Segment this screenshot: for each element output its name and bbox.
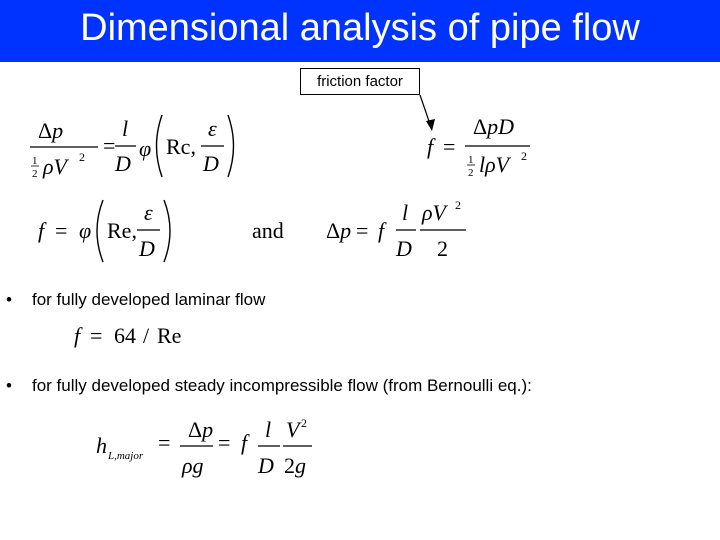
svg-text:1: 1 — [468, 154, 474, 166]
svg-text:φ: φ — [79, 218, 92, 243]
svg-text:φ: φ — [139, 136, 152, 161]
bullet-text: for fully developed laminar flow — [32, 290, 266, 309]
svg-text:l: l — [402, 200, 409, 225]
svg-text:Δp: Δp — [38, 118, 64, 143]
and-word: and — [252, 218, 284, 243]
svg-text:2: 2 — [32, 168, 38, 180]
svg-text:2: 2 — [79, 150, 85, 164]
svg-text:2: 2 — [301, 416, 307, 430]
bullet-dot: • — [6, 376, 12, 395]
svg-text:=: = — [218, 430, 231, 455]
svg-text:=: = — [103, 133, 116, 158]
bullet-dot: • — [6, 290, 12, 309]
svg-text:V: V — [286, 417, 300, 442]
svg-text:f: f — [427, 134, 434, 159]
svg-text:f: f — [378, 218, 385, 243]
re-plain-symbol: Re — [157, 323, 182, 348]
major-subscript: L,major — [108, 450, 144, 462]
svg-text:=: = — [356, 218, 369, 243]
svg-text:f: f — [38, 218, 45, 243]
svg-text:Δp: Δp — [188, 417, 214, 442]
svg-text:f: f — [241, 430, 248, 455]
re-symbol: Re, — [107, 218, 137, 243]
svg-text:ρg: ρg — [182, 453, 204, 478]
rc-symbol: Rc, — [166, 134, 196, 159]
svg-text:/: / — [143, 323, 150, 348]
svg-text:D: D — [115, 151, 131, 176]
svg-text:D: D — [396, 236, 412, 261]
svg-text:=: = — [90, 323, 103, 348]
svg-text:ρV: ρV — [422, 200, 446, 225]
svg-text:2: 2 — [521, 149, 527, 163]
svg-text:lρV: lρV — [479, 152, 510, 177]
svg-text:D: D — [258, 453, 274, 478]
svg-text:f: f — [74, 323, 81, 348]
svg-text:1: 1 — [32, 155, 38, 167]
svg-text:h: h — [96, 433, 107, 458]
svg-text:=: = — [158, 430, 171, 455]
friction-factor-callout: friction factor — [300, 68, 420, 95]
svg-text:ρV: ρV — [43, 154, 67, 179]
svg-text:2: 2 — [437, 236, 448, 261]
svg-text:ε: ε — [144, 200, 153, 225]
sixty-four-value: 64 — [114, 323, 136, 348]
page-title: Dimensional analysis of pipe flow — [80, 7, 640, 49]
svg-text:D: D — [203, 151, 219, 176]
svg-text:=: = — [55, 218, 68, 243]
svg-text:Δp: Δp — [326, 218, 352, 243]
svg-text:2g: 2g — [284, 453, 306, 478]
svg-text:ΔpD: ΔpD — [473, 114, 515, 139]
svg-text:=: = — [443, 134, 456, 159]
svg-text:ε: ε — [208, 116, 217, 141]
svg-text:l: l — [265, 417, 272, 442]
svg-text:l: l — [122, 116, 129, 141]
svg-text:2: 2 — [468, 167, 474, 179]
svg-text:D: D — [139, 236, 155, 261]
svg-text:2: 2 — [455, 198, 461, 212]
bullet-text: for fully developed steady incompressible flow (from Bernoulli eq.): — [32, 376, 532, 395]
